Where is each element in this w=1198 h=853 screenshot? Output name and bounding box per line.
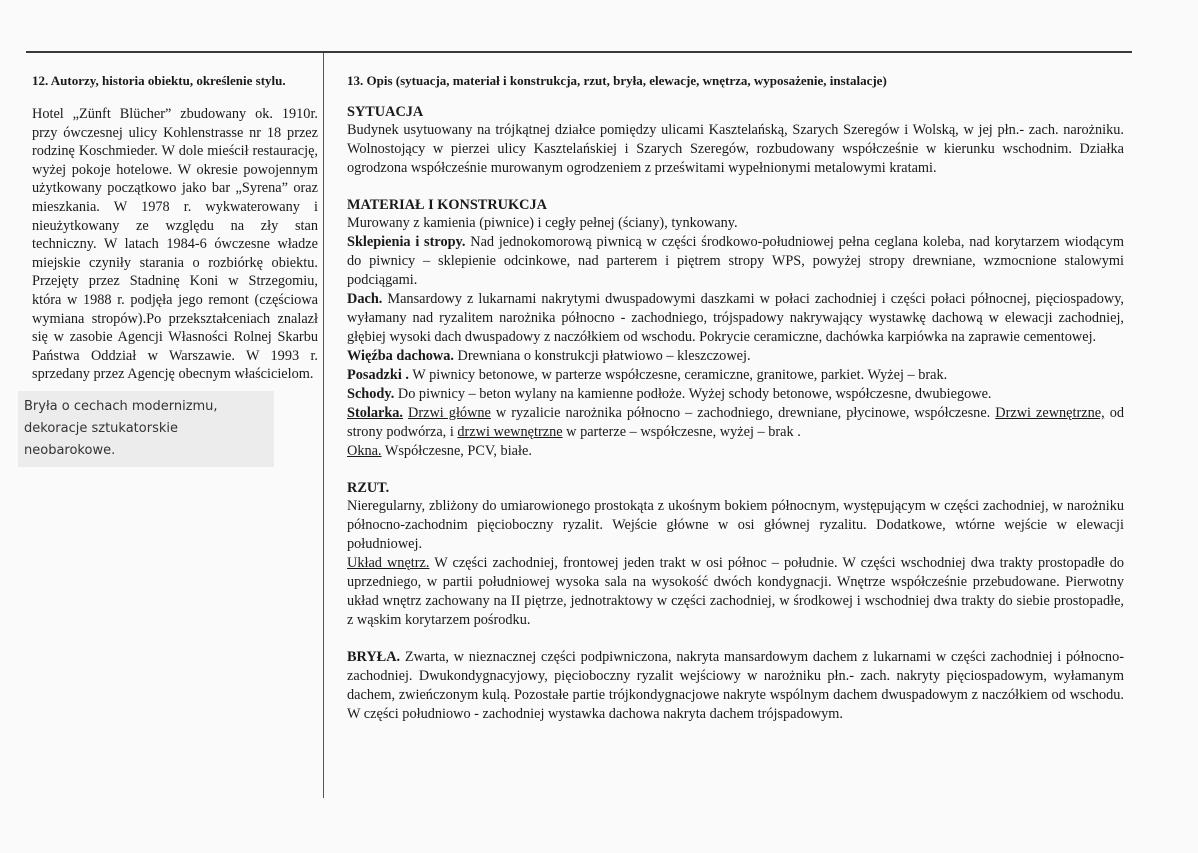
- sklepienia-text: Nad jednokomorową piwnicą w części środkowo-południowej pełna ceglana koleba, nad korytarzem wiodącym do piwnicy – sklepienie odcinkowe, nad parterem i piętrem stropy WPS, powyżej stropy drewniane, wzmocnione stalowymi podciągami.: [347, 234, 1124, 288]
- drzwi-zewnetrzne-term: Drzwi zewnętrzne,: [995, 405, 1105, 421]
- okna-paragraph: [347, 442, 1124, 461]
- sytuacja-text: Budynek usytuowany na trójkątnej działce pomiędzy ulicami Kasztelańską, Szarych Szeregów i Wolską, w jej płn.- zach. narożniku. Wolnostojący w pierzei ulicy Kasztelańskiej i Szarych Szeregów, rozbudowany współcześnie w kierunku wschodnim. Działka ogrodzona współcześnie murowanym ogrodzeniem z prześwitami wypełnionymi metalowymi kratami.: [347, 122, 1124, 176]
- wiezba-label: Więźba dachowa.: [347, 348, 454, 364]
- section-title-rzut: RZUT.: [347, 480, 390, 496]
- posadzki-text: W piwnicy betonowe, w parterze współczesne, ceramiczne, granitowe, parkiet. Wyżej – brak.: [408, 367, 948, 383]
- schody-paragraph: [347, 385, 1124, 404]
- stolarka-text-3: w parterze – współczesne, wyżej – brak .: [562, 424, 801, 440]
- bryla-label: BRYŁA.: [347, 649, 401, 665]
- bryla-paragraph: [347, 648, 1124, 724]
- stolarka-label: Stolarka.: [347, 405, 404, 421]
- uklad-text: W części zachodniej, frontowej jeden trakt w osi północ – południe. W części wschodniej dwa trakty prostopadłe do uprzedniego, w partii południowej wysoka sala na wysokość dwóch kondygnacji. Wnętrze współcześnie przebudowane. Pierwotny układ wnętrz zachowany na II piętrze, jednotraktowy w części zachodniej, w środkowej i wschodniej dwa trakty do siebie prostopadłe, z wąskim korytarzem pośrodku.: [347, 555, 1124, 628]
- history-column: [24, 72, 318, 467]
- section-title-sytuacja: SYTUACJA: [347, 104, 424, 120]
- description-header: 13. Opis (sytuacja, materiał i konstrukcja, rzut, bryła, elewacje, wnętrza, wyposażenie, instalacje): [347, 73, 887, 88]
- history-text: Hotel „Zünft Blücher” zbudowany ok. 1910r. przy ówczesnej ulicy Kohlenstrasse nr 18 przez rodzinę Koschmieder. W dole mieścił restaurację, wyżej pokoje hotelowe. W okresie powojennym użytkowany początkowo jako bar „Syrena” oraz mieszkania. W 1978 r. wykwaterowany i nieużytkowany ze względu na zły stan techniczny. W latach 1984-6 ówczesne władze miejskie czyniły starania o rozbiórkę obiektu. Przejęty przez Stadninę Koni w Strzegomiu, która w 1988 r. podjęła jego remont (częściowa wymiana stropów).Po przekształceniach znalazł się w zasobie Agencji Własności Rolnej Skarbu Państwa Oddział w Warszawie. W 1993 r. sprzedany przez Agencję obecnym właścicielom.: [32, 106, 318, 383]
- rzut-text: Nieregularny, zbliżony do umiarowionego prostokąta z ukośnym bokiem północnym, występującym w części zachodniej, w narożniku północno-zachodnim pięcioboczny ryzalit. Wejście główne w osi głównej ryzalitu. Dodatkowe, wtórne wejście w elewacji południowej.: [347, 498, 1124, 552]
- bryla-text: Zwarta, w nieznacznej części podpiwniczona, nakryta mansardowym dachem z lukarnami w części zachodniej i północno-zachodniej. Dwukondygnacyjowy, pięcioboczny ryzalit wejściowy w narożniku płn.- zach. nakryty pięciospadowym, wyłamanym dachem, zwieńczonym kulą. Pozostałe partie trójkondygnacjowe nakryte wspólnym dachem dwuspadowym z naczółkiem od wschodu. W części południowo - zachodniej wystawka dachowa nakryta dachem trójspadowym.: [347, 649, 1124, 722]
- uklad-label: Układ wnętrz.: [347, 555, 430, 571]
- style-note: Bryła o cechach modernizmu, dekoracje sztukatorskie neobarokowe.: [18, 391, 274, 467]
- schody-label: Schody.: [347, 386, 395, 402]
- posadzki-label: Posadzki .: [347, 367, 409, 383]
- dach-label: Dach.: [347, 291, 383, 307]
- dach-paragraph: [347, 290, 1124, 347]
- history-header: 12. Autorzy, historia obiektu, określenie stylu.: [32, 73, 286, 88]
- stolarka-text-2: od strony podwórza, i: [347, 405, 1125, 440]
- description-column: [347, 72, 1124, 724]
- sklepienia-label: Sklepienia i stropy.: [347, 234, 466, 250]
- top-rule: [26, 51, 1132, 53]
- column-divider: [323, 53, 324, 798]
- stolarka-paragraph: [347, 404, 1124, 442]
- drzwi-wewnetrzne-term: drzwi wewnętrzne: [457, 424, 563, 440]
- sklepienia-paragraph: [347, 233, 1124, 290]
- posadzki-paragraph: [347, 366, 1124, 385]
- okna-text: Współczesne, PCV, białe.: [381, 443, 532, 459]
- drzwi-glowne-term: Drzwi główne: [408, 405, 491, 421]
- uklad-paragraph: [347, 554, 1124, 630]
- dach-text: Mansardowy z lukarnami nakrytymi dwuspadowymi daszkami w połaci zachodniej i części połaci północnej, pięciospadowy, wyłamany nad ryzalitem narożnika północno - zachodniego, trójspadowy nakrywający wystawkę dachową w elewacji zachodniej, głębiej wysoki dach dwuspadowy z naczółkiem od wschodu. Pokrycie ceramiczne, dachówka karpiówka na zaprawie cementowej.: [347, 291, 1124, 345]
- wiezba-paragraph: [347, 347, 1124, 366]
- schody-text: Do piwnicy – beton wylany na kamienne podłoże. Wyżej schody betonowe, współczesne, dwubiegowe.: [394, 386, 992, 402]
- okna-label: Okna.: [347, 443, 382, 459]
- stolarka-text-1: w ryzalicie narożnika północno – zachodniego, drewniane, płycinowe, współczesne.: [490, 405, 996, 421]
- wiezba-text: Drewniana o konstrukcji płatwiowo – kleszczowej.: [453, 348, 751, 364]
- section-title-material: MATERIAŁ I KONSTRUKCJA: [347, 197, 547, 213]
- material-intro: Murowany z kamienia (piwnice) i cegły pełnej (ściany), tynkowany.: [347, 215, 738, 231]
